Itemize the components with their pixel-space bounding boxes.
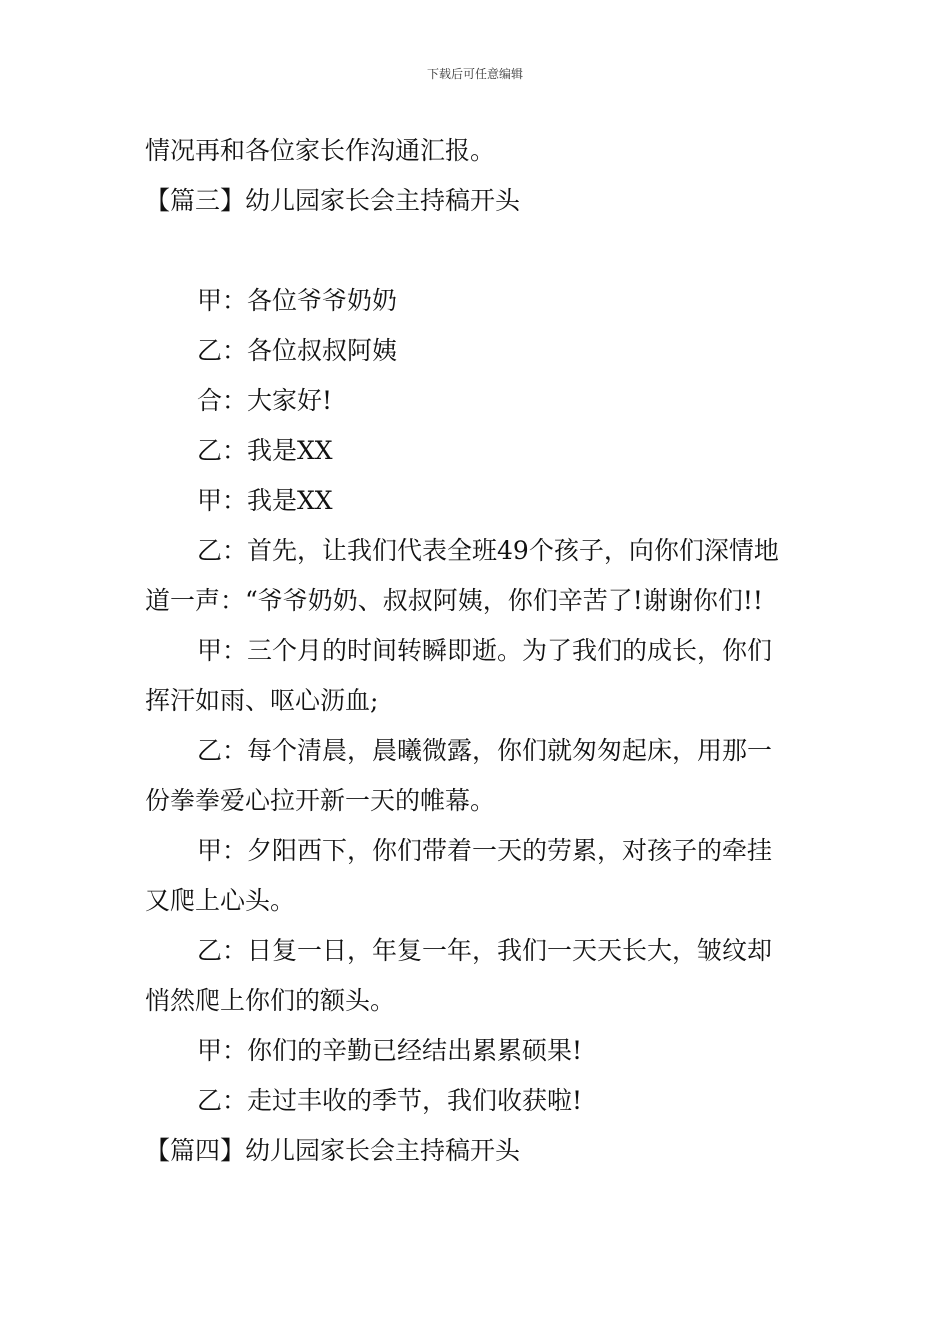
dialogue-line-continuation: 道一声：“爷爷奶奶、叔叔阿姨，你们辛苦了!谢谢你们!! bbox=[145, 586, 763, 615]
section-heading-3: 【篇三】幼儿园家长会主持稿开头 bbox=[145, 186, 521, 215]
dialogue-line: 乙：各位叔叔阿姨 bbox=[197, 336, 398, 365]
document-body bbox=[145, 126, 815, 1176]
dialogue-line: 乙：走过丰收的季节，我们收获啦! bbox=[197, 1086, 583, 1115]
dialogue-line: 甲：我是XX bbox=[197, 486, 333, 515]
dialogue-line-continuation: 挥汗如雨、呕心沥血; bbox=[145, 686, 379, 715]
section-heading-4: 【篇四】幼儿园家长会主持稿开头 bbox=[145, 1136, 521, 1165]
text-line: 情况再和各位家长作沟通汇报。 bbox=[145, 136, 496, 165]
dialogue-line: 乙：每个清晨，晨曦微露，你们就匆匆起床，用那一 bbox=[197, 736, 773, 765]
dialogue-line: 甲：夕阳西下，你们带着一天的劳累，对孩子的牵挂 bbox=[197, 836, 773, 865]
dialogue-line: 乙：我是XX bbox=[197, 436, 333, 465]
dialogue-line: 乙：首先，让我们代表全班49个孩子，向你们深情地 bbox=[197, 536, 779, 565]
dialogue-line-continuation: 悄然爬上你们的额头。 bbox=[145, 986, 396, 1015]
page-header: 下载后可任意编辑 bbox=[426, 67, 523, 81]
dialogue-line: 甲：你们的辛勤已经结出累累硕果! bbox=[197, 1036, 583, 1065]
dialogue-line: 甲：三个月的时间转瞬即逝。为了我们的成长，你们 bbox=[197, 636, 773, 665]
dialogue-line-continuation: 又爬上心头。 bbox=[145, 886, 296, 915]
dialogue-line-continuation: 份拳拳爱心拉开新一天的帷幕。 bbox=[145, 786, 496, 815]
dialogue-line: 乙：日复一日，年复一年，我们一天天长大，皱纹却 bbox=[197, 936, 773, 965]
dialogue-line: 合：大家好! bbox=[197, 386, 333, 415]
blank-line bbox=[145, 226, 815, 276]
dialogue-line: 甲：各位爷爷奶奶 bbox=[197, 286, 398, 315]
